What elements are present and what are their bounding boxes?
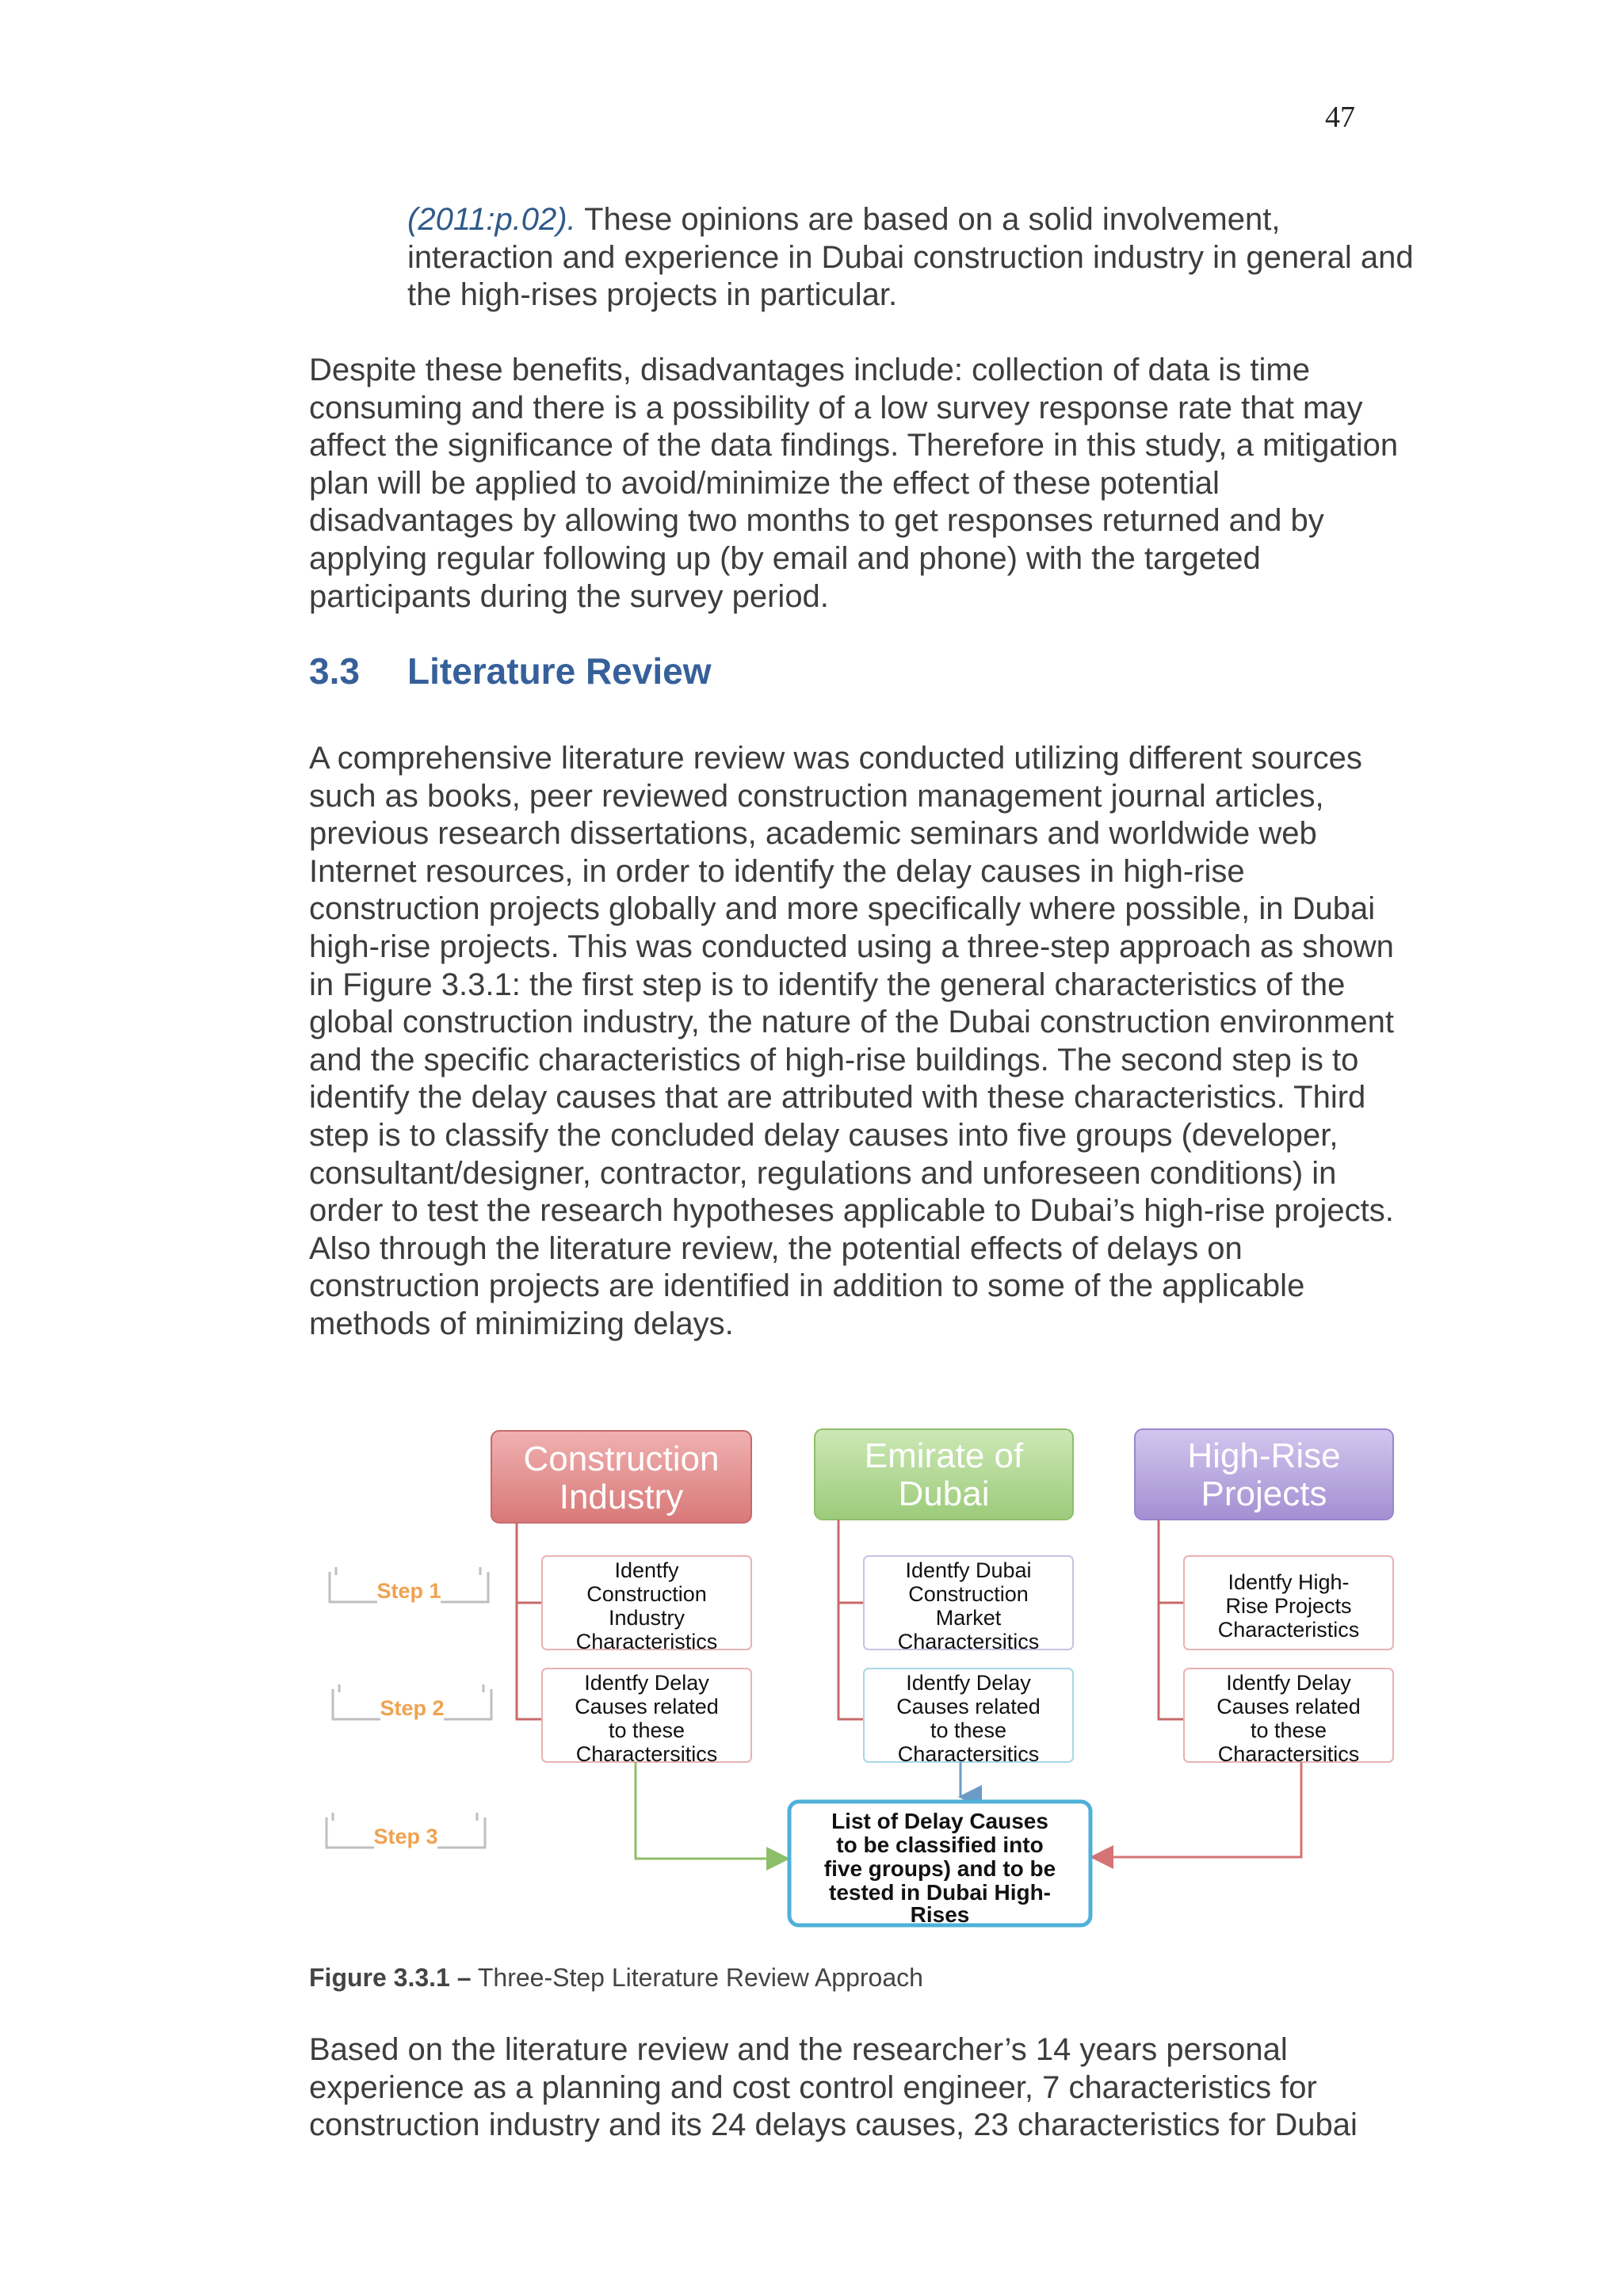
result-line-4: tested in Dubai High-: [829, 1880, 1051, 1905]
step1-line-3: Industry: [608, 1606, 685, 1630]
column-high-rise-projects: [1135, 1429, 1393, 1766]
section-number: 3.3: [309, 650, 360, 692]
step2-line-3: to these: [930, 1718, 1007, 1742]
header-line-2: Industry: [559, 1478, 684, 1516]
caption-label: Figure 3.3.1 –: [309, 1963, 472, 1992]
section-title: Literature Review: [407, 650, 712, 692]
figure-three-step-approach: [309, 1426, 1419, 1965]
step2-line-1: Identfy Delay: [584, 1671, 709, 1695]
step1-line-3: Characteristics: [1217, 1618, 1360, 1642]
step2-line-4: Charactersitics: [1217, 1742, 1360, 1766]
header-line-2: Dubai: [898, 1474, 990, 1513]
column-emirate-of-dubai: [815, 1429, 1073, 1766]
result-line-3: five groups) and to be: [823, 1856, 1056, 1881]
header-line-1: Emirate of: [864, 1436, 1024, 1475]
step1-line-2: Construction: [908, 1582, 1029, 1606]
step2-line-4: Charactersitics: [897, 1742, 1040, 1766]
citation: (2011:p.02).: [407, 202, 576, 237]
step-3-text: Step 3: [373, 1825, 438, 1848]
figure-caption: [309, 1963, 923, 1993]
result-box: [789, 1802, 1090, 1927]
step1-line-2: Construction: [586, 1582, 707, 1606]
step2-line-2: Causes related: [575, 1695, 719, 1718]
continuation-paragraph: [407, 201, 1422, 315]
result-line-5: Rises: [910, 1902, 970, 1927]
header-line-1: High-Rise: [1187, 1436, 1341, 1475]
step2-line-2: Causes related: [896, 1695, 1041, 1718]
step-2-text: Step 2: [380, 1696, 445, 1720]
caption-text: Three-Step Literature Review Approach: [471, 1963, 923, 1992]
column-construction-industry: [491, 1431, 751, 1766]
step2-line-1: Identfy Delay: [1226, 1671, 1351, 1695]
connector-construction: [636, 1762, 788, 1859]
disadvantages-paragraph: Despite these benefits, disadvantages include: collection of data is time consuming and there is a possibility of a low survey response rate that may affect the significance of the data findings. Therefore in this study, a mitigation plan will be applied to avoid/minimize the effect of these potential disadvantages by allowing two months to get responses returned and by applying regular following up (by email and phone) with the targeted participants during the survey period.: [309, 353, 1399, 614]
step1-line-3: Market: [935, 1606, 1002, 1630]
step-1-text: Step 1: [376, 1579, 441, 1603]
continuation-text: These opinions are based on a solid involvement, interaction and experience in Dubai construction industry in general and the high-rises projects in particular.: [407, 202, 1414, 313]
step-1-label: [330, 1567, 488, 1603]
connector-high-rise: [1092, 1762, 1301, 1857]
literature-paragraph: A comprehensive literature review was conducted utilizing different sources such as books, peer reviewed construction management journal articles, previous research dissertations, academic seminars and worldwide web Internet resources, in order to identify the delay causes in high-rise construction projects globally and more specifically where possible, in Dubai high-rise projects. This was conducted using a three-step approach as shown in Figure 3.3.1: the first step is to identify the general characteristics of the global construction industry, the nature of the Dubai construction environment and the specific characteristics of high-rise buildings. The second step is to identify the delay causes that are attributed with these characteristics. Third step is to classify the concluded delay causes into five groups (developer, consultant/designer, contractor, regulations and unforeseen conditions) in order to test the research hypotheses applicable to Dubai’s high-rise projects. Also through the literature review, the potential effects of delays on construction projects are identified in addition to some of the applicable methods of minimizing delays.: [309, 741, 1394, 1341]
based-on-paragraph: Based on the literature review and the researcher’s 14 years personal experience as a planning and cost control engineer, 7 characteristics for construction industry and its 24 delays causes, 23 characteristics for Dubai: [309, 2032, 1358, 2143]
page-number: 47: [1325, 101, 1355, 134]
step-2-label: [333, 1684, 491, 1720]
section-heading: [309, 650, 711, 692]
step1-line-4: Characteristics: [575, 1630, 718, 1653]
header-line-1: Construction: [523, 1440, 720, 1478]
step1-line-4: Charactersitics: [897, 1630, 1040, 1653]
step2-line-3: to these: [1250, 1718, 1327, 1742]
step-3-label: [327, 1813, 485, 1848]
step1-line-2: Rise Projects: [1225, 1594, 1352, 1618]
step2-line-2: Causes related: [1216, 1695, 1361, 1718]
step2-line-3: to these: [608, 1718, 685, 1742]
result-line-1: List of Delay Causes: [831, 1809, 1048, 1833]
step1-line-1: Identfy Dubai: [905, 1558, 1032, 1582]
result-line-2: to be classified into: [836, 1833, 1044, 1857]
header-line-2: Projects: [1201, 1474, 1327, 1513]
step1-line-1: Identfy High-: [1228, 1570, 1350, 1594]
step2-line-1: Identfy Delay: [906, 1671, 1031, 1695]
step1-line-1: Identfy: [614, 1558, 679, 1582]
step2-line-4: Charactersitics: [575, 1742, 718, 1766]
